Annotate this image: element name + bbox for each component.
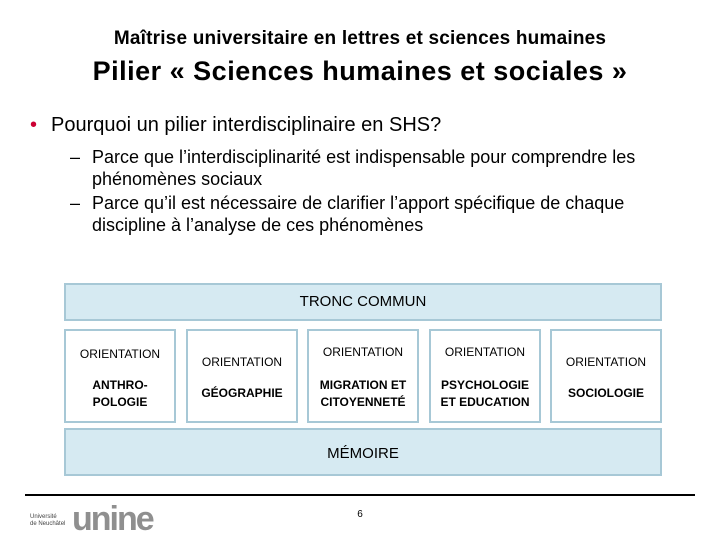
orientation-label: ORIENTATION (201, 355, 283, 369)
main-bullet (30, 114, 441, 137)
orientation-migration (307, 329, 419, 423)
dash-icon: – (70, 193, 81, 213)
orientation-name-line2: ET EDUCATION (440, 395, 530, 409)
dash-icon: – (70, 147, 81, 167)
orientation-name-line1: PSYCHOLOGIE (440, 378, 529, 392)
orientation-anthropologie (64, 329, 176, 423)
sub-bullet (70, 192, 700, 236)
orientation-sociologie (550, 329, 662, 423)
orientation-name-line2: CITOYENNETÉ (320, 395, 406, 409)
main-bullet-text: Pourquoi un pilier interdisciplinaire en SHS? (51, 114, 442, 136)
orientation-name-line1: ANTHRO- (92, 378, 148, 392)
logo-caption-line2: de Neuchâtel (30, 521, 66, 527)
tronc-commun-label: TRONC COMMUN (299, 293, 427, 310)
footer-divider (25, 494, 695, 496)
logo-wordmark: unine (72, 500, 153, 536)
sub-bullet-text: Parce que l’interdisciplinarité est indispensable pour comprendre les phénomènes sociaux (92, 147, 636, 189)
sub-bullet (70, 146, 700, 190)
tronc-commun-box (64, 283, 662, 321)
orientation-geographie (186, 329, 298, 423)
orientation-label: ORIENTATION (444, 345, 526, 359)
orientation-name-line2: POLOGIE (92, 395, 148, 409)
orientation-label: ORIENTATION (79, 347, 161, 361)
bullet-dot-icon: • (30, 114, 38, 136)
slide-title: Pilier « Sciences humaines et sociales » (92, 56, 628, 86)
sub-bullets (70, 146, 700, 238)
logo-caption (30, 514, 76, 528)
memoire-label: MÉMOIRE (327, 445, 399, 462)
logo-caption-line1: Université (30, 514, 57, 520)
orientation-name-line1: MIGRATION ET (319, 378, 407, 392)
memoire-box (64, 428, 662, 476)
orientation-name-line1: SOCIOLOGIE (567, 386, 644, 400)
orientation-label: ORIENTATION (565, 355, 647, 369)
page-number: 6 (357, 509, 363, 520)
orientation-psychologie (429, 329, 541, 423)
orientation-label: ORIENTATION (322, 345, 404, 359)
slide-subtitle: Maîtrise universitaire en lettres et sciences humaines (113, 28, 607, 49)
orientation-name-line1: GÉOGRAPHIE (201, 386, 283, 400)
sub-bullet-text: Parce qu’il est nécessaire de clarifier l’apport spécifique de chaque discipline à l’analyse de ces phénomènes (92, 193, 625, 235)
